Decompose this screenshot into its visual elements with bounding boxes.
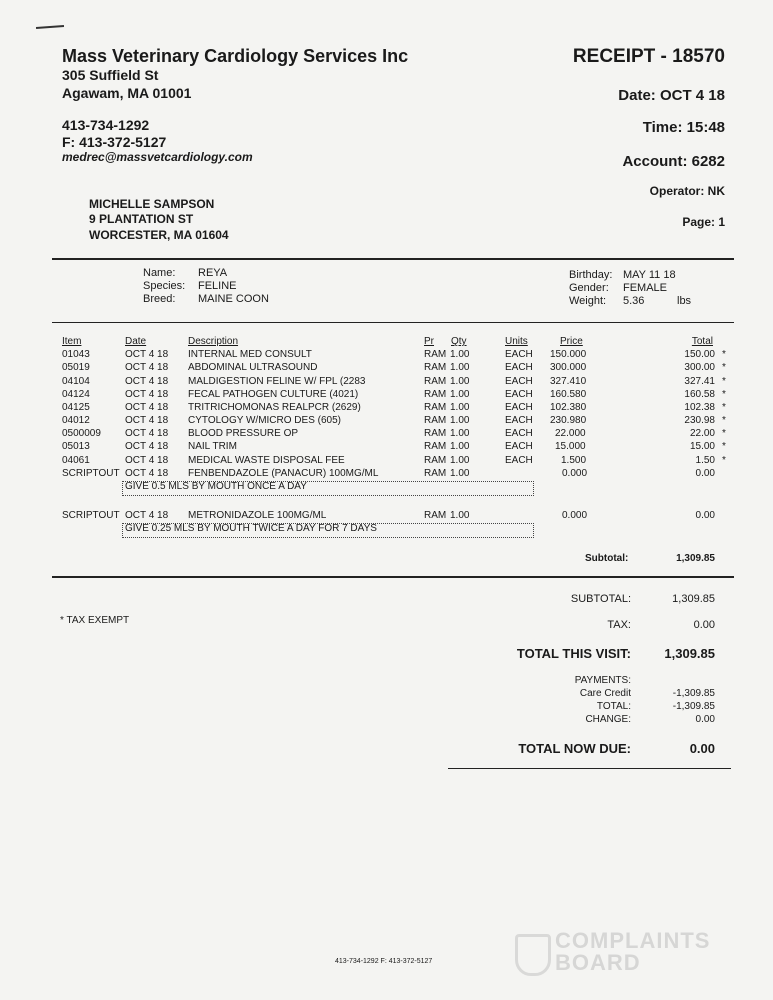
line-price: 0.000	[562, 510, 588, 521]
line-qty: 1.00	[450, 362, 470, 373]
receipt-date: Date: OCT 4 18	[618, 87, 725, 104]
line-pr: RAM	[424, 362, 447, 373]
line-description: FECAL PATHOGEN CULTURE (4021)	[188, 389, 359, 400]
receipt-title: RECEIPT - 18570	[572, 46, 725, 67]
table-row	[0, 389, 773, 402]
payments-total-value: -1,309.85	[672, 701, 715, 712]
table-subtotal-label: Subtotal:	[585, 553, 629, 564]
watermark	[515, 930, 715, 982]
line-flag: *	[722, 441, 726, 452]
line-total: 102.38	[684, 402, 715, 413]
line-item-code: 04061	[62, 455, 90, 466]
line-flag: *	[722, 415, 726, 426]
line-item-code: SCRIPTOUT	[62, 468, 120, 479]
line-date: OCT 4 18	[125, 349, 169, 360]
tax-exempt-note: * TAX EXEMPT	[60, 615, 130, 626]
patient-species: FELINE	[198, 280, 237, 292]
line-units: EACH	[505, 455, 533, 466]
line-flag: *	[722, 376, 726, 387]
line-units: EACH	[505, 362, 533, 373]
line-pr: RAM	[424, 441, 447, 452]
line-item-code: 05013	[62, 441, 90, 452]
patient-breed-label: Breed:	[143, 293, 176, 305]
line-price: 15.000	[555, 441, 586, 452]
line-total: 0.00	[695, 510, 715, 521]
line-item-code: 0500009	[62, 428, 101, 439]
line-total: 300.00	[684, 362, 715, 373]
line-description: NAIL TRIM	[188, 441, 237, 452]
client-city: WORCESTER, MA 01604	[89, 228, 229, 242]
line-total: 22.00	[689, 428, 715, 439]
line-units: EACH	[505, 389, 533, 400]
receipt-page: Page: 1	[682, 215, 725, 229]
line-date: OCT 4 18	[125, 415, 169, 426]
line-item-code: 05019	[62, 362, 90, 373]
line-flag: *	[722, 428, 726, 439]
line-date: OCT 4 18	[125, 389, 169, 400]
clinic-street: 305 Suffield St	[62, 67, 159, 83]
patient-weight-unit: lbs	[677, 295, 692, 307]
watermark-line1: COMPLAINTS	[555, 928, 711, 953]
receipt-operator: Operator: NK	[649, 184, 725, 198]
line-date: OCT 4 18	[125, 402, 169, 413]
line-units: EACH	[505, 349, 533, 360]
table-row	[0, 510, 773, 523]
line-qty: 1.00	[450, 402, 470, 413]
line-description: FENBENDAZOLE (PANACUR) 100MG/ML	[188, 468, 379, 479]
patient-weight-label: Weight:	[569, 295, 607, 307]
col-total: Total	[691, 336, 713, 347]
line-total: 160.58	[684, 389, 715, 400]
change-value: 0.00	[695, 714, 715, 725]
line-date: OCT 4 18	[125, 376, 169, 387]
line-total: 1.50	[695, 455, 715, 466]
clinic-email: medrec@massvetcardiology.com	[62, 150, 253, 164]
patient-species-label: Species:	[143, 280, 186, 292]
divider-bottom	[448, 768, 731, 769]
line-price: 230.980	[550, 415, 587, 426]
table-row	[0, 441, 773, 454]
total-due-label: TOTAL NOW DUE:	[518, 741, 631, 756]
line-pr: RAM	[424, 455, 447, 466]
table-row	[0, 455, 773, 468]
line-pr: RAM	[424, 510, 447, 521]
line-qty: 1.00	[450, 441, 470, 452]
table-row	[0, 415, 773, 428]
patient-birthday: MAY 11 18	[623, 269, 676, 281]
line-date: OCT 4 18	[125, 510, 169, 521]
total-visit-label: TOTAL THIS VISIT:	[516, 646, 631, 661]
line-flag: *	[722, 455, 726, 466]
column-header-row	[0, 336, 773, 349]
receipt-time: Time: 15:48	[642, 119, 725, 136]
watermark-line2: BOARD	[555, 950, 641, 975]
clinic-phone: 413-734-1292	[62, 117, 150, 133]
divider-patient	[52, 322, 734, 323]
line-qty: 1.00	[450, 455, 470, 466]
line-description: TRITRICHOMONAS REALPCR (2629)	[188, 402, 361, 413]
line-price: 1.500	[561, 455, 587, 466]
patient-gender: FEMALE	[623, 282, 668, 294]
line-pr: RAM	[424, 415, 447, 426]
line-item-code: 04124	[62, 389, 90, 400]
line-units: EACH	[505, 376, 533, 387]
line-total: 327.41	[684, 376, 715, 387]
table-row	[0, 428, 773, 441]
summary-subtotal-value: 1,309.85	[672, 593, 715, 605]
line-total: 150.00	[684, 349, 715, 360]
line-description: METRONIDAZOLE 100MG/ML	[188, 510, 327, 521]
line-description: BLOOD PRESSURE OP	[188, 428, 299, 439]
divider-top	[52, 258, 734, 260]
line-item-code: 04012	[62, 415, 90, 426]
footer-contact: 413-734-1292 F: 413-372-5127	[335, 958, 433, 965]
table-row	[0, 376, 773, 389]
line-price: 300.000	[550, 362, 587, 373]
line-qty: 1.00	[450, 349, 470, 360]
line-date: OCT 4 18	[125, 362, 169, 373]
line-pr: RAM	[424, 389, 447, 400]
col-price: Price	[560, 336, 583, 347]
instruction-text: GIVE 0.5 MLS BY MOUTH ONCE A DAY	[125, 481, 307, 492]
line-qty: 1.00	[450, 510, 470, 521]
payments-label: PAYMENTS:	[574, 675, 631, 686]
line-price: 160.580	[550, 389, 587, 400]
line-description: INTERNAL MED CONSULT	[188, 349, 312, 360]
line-price: 102.380	[550, 402, 587, 413]
line-date: OCT 4 18	[125, 428, 169, 439]
line-item-code: SCRIPTOUT	[62, 510, 120, 521]
line-price: 0.000	[562, 468, 588, 479]
care-credit-label: Care Credit	[579, 688, 631, 699]
patient-name: REYA	[198, 267, 228, 279]
line-total: 230.98	[684, 415, 715, 426]
line-date: OCT 4 18	[125, 455, 169, 466]
line-description: ABDOMINAL ULTRASOUND	[188, 362, 318, 373]
client-street: 9 PLANTATION ST	[89, 212, 194, 226]
patient-gender-label: Gender:	[569, 282, 609, 294]
line-units: EACH	[505, 428, 533, 439]
line-pr: RAM	[424, 376, 447, 387]
line-description: MEDICAL WASTE DISPOSAL FEE	[188, 455, 345, 466]
line-qty: 1.00	[450, 389, 470, 400]
line-item-code: 04104	[62, 376, 90, 387]
line-date: OCT 4 18	[125, 441, 169, 452]
patient-breed: MAINE COON	[198, 293, 269, 305]
line-flag: *	[722, 349, 726, 360]
table-row	[0, 362, 773, 375]
clinic-city: Agawam, MA 01001	[62, 85, 192, 101]
line-price: 327.410	[550, 376, 587, 387]
table-subtotal-value: 1,309.85	[676, 553, 715, 564]
col-qty: Qty	[451, 336, 467, 347]
line-item-code: 01043	[62, 349, 90, 360]
line-pr: RAM	[424, 468, 447, 479]
instruction-text: GIVE 0.25 MLS BY MOUTH TWICE A DAY FOR 7 DAYS	[125, 523, 377, 534]
line-units: EACH	[505, 402, 533, 413]
payments-total-label: TOTAL:	[596, 701, 631, 712]
summary-tax-label: TAX:	[607, 619, 631, 631]
line-flag: *	[722, 389, 726, 400]
line-description: MALDIGESTION FELINE W/ FPL (2283	[188, 376, 366, 387]
line-price: 22.000	[555, 428, 586, 439]
line-pr: RAM	[424, 402, 447, 413]
total-visit-value: 1,309.85	[664, 646, 715, 661]
line-total: 0.00	[695, 468, 715, 479]
col-units: Units	[505, 336, 528, 347]
watermark-text	[555, 930, 710, 974]
line-units: EACH	[505, 441, 533, 452]
care-credit-value: -1,309.85	[672, 688, 715, 699]
line-qty: 1.00	[450, 428, 470, 439]
shield-icon	[515, 934, 551, 976]
patient-weight: 5.36	[623, 295, 645, 307]
line-description: CYTOLOGY W/MICRO DES (605)	[188, 415, 341, 426]
patient-birthday-label: Birthday:	[569, 269, 613, 281]
line-flag: *	[722, 402, 726, 413]
line-units: EACH	[505, 415, 533, 426]
line-flag: *	[722, 362, 726, 373]
line-price: 150.000	[550, 349, 587, 360]
col-item: Item	[62, 336, 82, 347]
divider-summary	[52, 576, 734, 578]
line-total: 15.00	[689, 441, 715, 452]
line-item-code: 04125	[62, 402, 90, 413]
line-pr: RAM	[424, 428, 447, 439]
total-due-value: 0.00	[689, 741, 715, 756]
table-row	[0, 349, 773, 362]
line-qty: 1.00	[450, 468, 470, 479]
scan-mark	[36, 25, 64, 29]
line-qty: 1.00	[450, 376, 470, 387]
summary-subtotal-label: SUBTOTAL:	[570, 593, 631, 605]
clinic-name: Mass Veterinary Cardiology Services Inc	[62, 46, 409, 66]
clinic-fax: F: 413-372-5127	[62, 134, 167, 150]
receipt-account: Account: 6282	[622, 153, 725, 170]
table-row	[0, 468, 773, 481]
patient-name-label: Name:	[143, 267, 176, 279]
client-name: MICHELLE SAMPSON	[89, 197, 215, 211]
line-date: OCT 4 18	[125, 468, 169, 479]
col-pr: Pr	[424, 336, 434, 347]
col-description: Description	[188, 336, 239, 347]
line-qty: 1.00	[450, 415, 470, 426]
line-pr: RAM	[424, 349, 447, 360]
table-row	[0, 402, 773, 415]
summary-tax-value: 0.00	[693, 619, 715, 631]
col-date: Date	[125, 336, 147, 347]
change-label: CHANGE:	[585, 714, 631, 725]
